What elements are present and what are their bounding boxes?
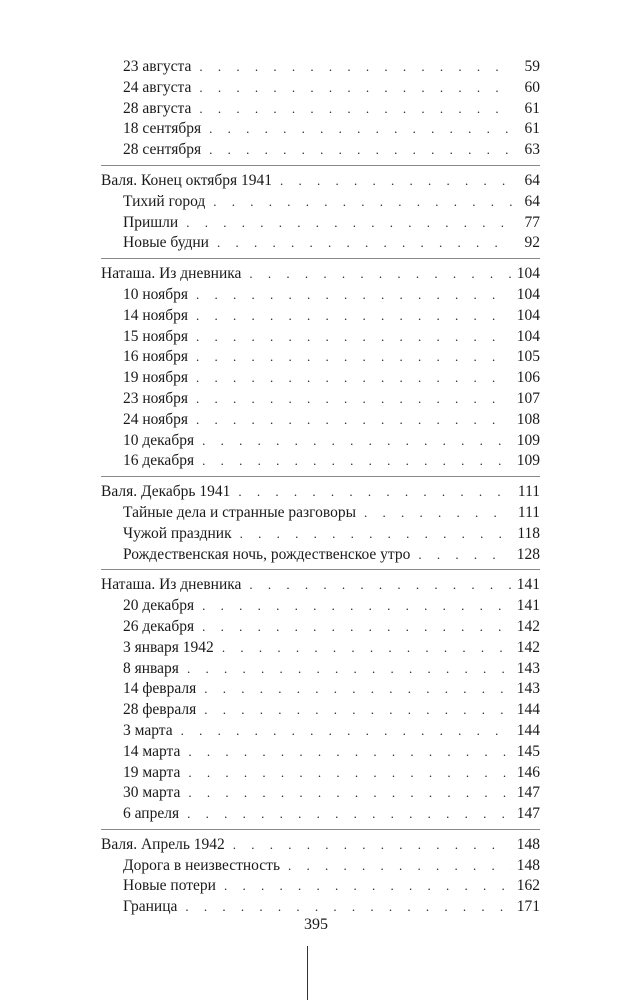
toc-entry-title: 18 сентября <box>123 120 202 138</box>
toc-entry-page: 104 <box>516 265 540 283</box>
toc-subentry[interactable] <box>101 410 540 431</box>
toc-subentry[interactable] <box>101 57 540 78</box>
toc-entry-page: 109 <box>516 452 540 470</box>
toc-section <box>101 482 540 570</box>
toc-entry-title: 23 августа <box>123 58 192 75</box>
toc-entry-title: Наташа. Из дневника <box>101 265 242 283</box>
toc-entry-page: 142 <box>516 617 540 635</box>
toc-entry-title: Тихий город <box>123 192 206 210</box>
toc-entry-page: 147 <box>516 784 540 802</box>
toc-entry-title: 23 ноября <box>123 389 189 407</box>
toc-entry-page: 128 <box>516 545 540 563</box>
toc-entry-title: 19 марта <box>123 763 181 781</box>
toc-entry-title: Новые будни <box>123 234 209 252</box>
dot-leader <box>188 742 510 763</box>
toc-subentry[interactable] <box>101 213 540 234</box>
toc-subentry[interactable] <box>101 763 540 784</box>
toc-entry-page: 109 <box>516 431 540 449</box>
toc-chapter-entry[interactable] <box>101 264 540 285</box>
dot-leader <box>186 213 512 234</box>
toc-entry-page: 104 <box>516 306 540 324</box>
toc-subentry[interactable] <box>101 804 540 825</box>
toc-entry-title: 3 марта <box>123 721 173 739</box>
toc-entry-title: 24 ноября <box>123 410 189 428</box>
dot-leader <box>199 57 512 78</box>
toc-entry-page: 147 <box>516 805 540 823</box>
toc-section <box>101 57 540 166</box>
dot-leader <box>204 700 511 721</box>
dot-leader <box>224 876 511 897</box>
toc-entry-page: 111 <box>517 503 540 521</box>
toc-entry-page: 141 <box>516 597 540 615</box>
dot-leader <box>213 192 512 213</box>
toc-subentry[interactable] <box>101 431 540 452</box>
dot-leader <box>188 783 510 804</box>
toc-entry-page: 143 <box>516 680 540 698</box>
toc-entry-page: 108 <box>516 410 540 428</box>
dot-leader <box>187 659 511 680</box>
toc-entry-title: 28 сентября <box>123 141 202 159</box>
toc-entry-page: 148 <box>516 856 540 874</box>
dot-leader <box>249 264 510 285</box>
toc-entry-title: Тайные дела и странные разговоры <box>123 503 356 521</box>
toc-entry-title: 8 января <box>123 659 179 677</box>
toc-subentry[interactable] <box>101 617 540 638</box>
toc-entry-page: 111 <box>517 483 540 501</box>
toc-entry-title: Граница <box>123 898 178 916</box>
toc-chapter-entry[interactable] <box>101 171 540 192</box>
dot-leader <box>196 410 511 431</box>
toc-chapter-entry[interactable] <box>101 482 540 503</box>
toc-subentry[interactable] <box>101 503 540 524</box>
toc-subentry[interactable] <box>101 638 540 659</box>
toc-entry-title: Рождественская ночь, рождественское утро <box>123 545 411 563</box>
toc-subentry[interactable] <box>101 99 540 120</box>
toc-entry-page: 104 <box>516 327 540 345</box>
toc-entry-title: 20 декабря <box>123 597 195 615</box>
toc-entry-page: 63 <box>524 141 540 159</box>
toc-entry-title: 15 ноября <box>123 327 189 345</box>
toc-entry-page: 146 <box>516 763 540 781</box>
toc-entry-title: 16 ноября <box>123 348 189 366</box>
toc-entry-page: 92 <box>524 234 540 252</box>
toc-entry-page: 171 <box>516 898 540 916</box>
toc-entry-title: Валя. Декабрь 1941 <box>101 483 231 501</box>
dot-leader <box>364 503 512 524</box>
toc-entry-title: 14 февраля <box>123 680 197 698</box>
toc-entry-title: 14 ноября <box>123 306 189 324</box>
toc-entry-title: 30 марта <box>123 784 181 802</box>
dot-leader <box>418 545 510 566</box>
toc-subentry[interactable] <box>101 78 540 99</box>
toc-subentry[interactable] <box>101 140 540 161</box>
toc-entry-title: 28 февраля <box>123 701 197 719</box>
toc-subentry[interactable] <box>101 856 540 877</box>
page-number: 395 <box>304 916 328 933</box>
toc-entry-page: 64 <box>524 171 540 189</box>
dot-leader <box>238 482 512 503</box>
dot-leader <box>188 763 510 784</box>
toc-subentry[interactable] <box>101 876 540 897</box>
dot-leader <box>196 347 511 368</box>
toc-entry-page: 162 <box>516 877 540 895</box>
dot-leader <box>288 856 511 877</box>
toc-entry-title: 10 декабря <box>123 431 195 449</box>
toc-subentry[interactable] <box>101 306 540 327</box>
toc-entry-page: 59 <box>524 58 540 75</box>
dot-leader <box>185 897 510 918</box>
dot-leader <box>202 617 511 638</box>
toc-entry-page: 142 <box>516 638 540 656</box>
dot-leader <box>280 171 512 192</box>
toc-entry-title: 19 ноября <box>123 369 189 387</box>
toc-subentry[interactable] <box>101 327 540 348</box>
toc-entry-page: 143 <box>516 659 540 677</box>
toc-chapter-entry[interactable] <box>101 575 540 596</box>
toc-entry-page: 144 <box>516 721 540 739</box>
toc-entry-page: 64 <box>524 192 540 210</box>
toc-subentry[interactable] <box>101 192 540 213</box>
toc-entry-title: 10 ноября <box>123 285 189 303</box>
toc-subentry[interactable] <box>101 721 540 742</box>
dot-leader <box>202 451 511 472</box>
toc-subentry[interactable] <box>101 742 540 763</box>
dot-leader <box>202 431 511 452</box>
toc-subentry[interactable] <box>101 545 540 566</box>
toc-entry-page: 105 <box>516 348 540 366</box>
table-of-contents <box>101 57 540 927</box>
toc-subentry[interactable] <box>101 285 540 306</box>
toc-entry-title: Валя. Апрель 1942 <box>101 835 225 853</box>
toc-entry-title: Чужой праздник <box>123 524 232 542</box>
toc-subentry[interactable] <box>101 233 540 254</box>
toc-subentry[interactable] <box>101 783 540 804</box>
toc-subentry[interactable] <box>101 451 540 472</box>
toc-entry-page: 106 <box>516 369 540 387</box>
toc-subentry[interactable] <box>101 119 540 140</box>
toc-subentry[interactable] <box>101 700 540 721</box>
dot-leader <box>181 721 511 742</box>
toc-entry-title: 3 января 1942 <box>123 638 214 656</box>
toc-entry-page: 77 <box>524 213 540 231</box>
dot-leader <box>202 596 511 617</box>
dot-leader <box>222 638 511 659</box>
toc-entry-page: 61 <box>524 120 540 138</box>
toc-section <box>101 575 540 830</box>
toc-entry-page: 61 <box>524 99 540 117</box>
toc-entry-page: 118 <box>517 524 540 542</box>
dot-leader <box>187 804 511 825</box>
toc-entry-title: Наташа. Из дневника <box>101 576 242 594</box>
dot-leader <box>240 524 512 545</box>
dot-leader <box>199 99 512 120</box>
toc-entry-page: 60 <box>524 78 540 96</box>
toc-subentry[interactable] <box>101 368 540 389</box>
dot-leader <box>204 679 511 700</box>
toc-entry-page: 145 <box>516 742 540 760</box>
folio-rule <box>307 946 308 1000</box>
dot-leader <box>196 368 511 389</box>
toc-entry-title: 26 декабря <box>123 617 195 635</box>
toc-entry-title: Дорога в неизвестность <box>123 856 281 874</box>
dot-leader <box>217 233 512 254</box>
dot-leader <box>196 285 511 306</box>
toc-section <box>101 264 540 477</box>
toc-entry-title: Валя. Конец октября 1941 <box>101 171 273 189</box>
toc-subentry[interactable] <box>101 524 540 545</box>
toc-subentry[interactable] <box>101 389 540 410</box>
toc-entry-title: 24 августа <box>123 78 192 96</box>
toc-entry-title: 16 декабря <box>123 452 195 470</box>
toc-entry-title: Новые потери <box>123 877 216 895</box>
toc-entry-title: Пришли <box>123 213 179 231</box>
toc-subentry[interactable] <box>101 679 540 700</box>
dot-leader <box>196 327 511 348</box>
toc-entry-page: 148 <box>516 835 540 853</box>
toc-entry-page: 141 <box>516 576 540 594</box>
toc-entry-title: 28 августа <box>123 99 192 117</box>
toc-entry-title: 6 апреля <box>123 805 180 823</box>
toc-entry-title: 14 марта <box>123 742 181 760</box>
dot-leader <box>209 140 512 161</box>
dot-leader <box>209 119 512 140</box>
toc-subentry[interactable] <box>101 596 540 617</box>
toc-section <box>101 835 540 922</box>
toc-subentry[interactable] <box>101 659 540 680</box>
dot-leader <box>249 575 510 596</box>
dot-leader <box>196 389 511 410</box>
dot-leader <box>196 306 511 327</box>
toc-subentry[interactable] <box>101 347 540 368</box>
dot-leader <box>199 78 512 99</box>
dot-leader <box>233 835 511 856</box>
toc-chapter-entry[interactable] <box>101 835 540 856</box>
toc-entry-page: 107 <box>516 389 540 407</box>
toc-entry-page: 144 <box>516 701 540 719</box>
toc-section <box>101 171 540 259</box>
toc-subentry[interactable] <box>101 897 540 918</box>
toc-entry-page: 104 <box>516 285 540 303</box>
